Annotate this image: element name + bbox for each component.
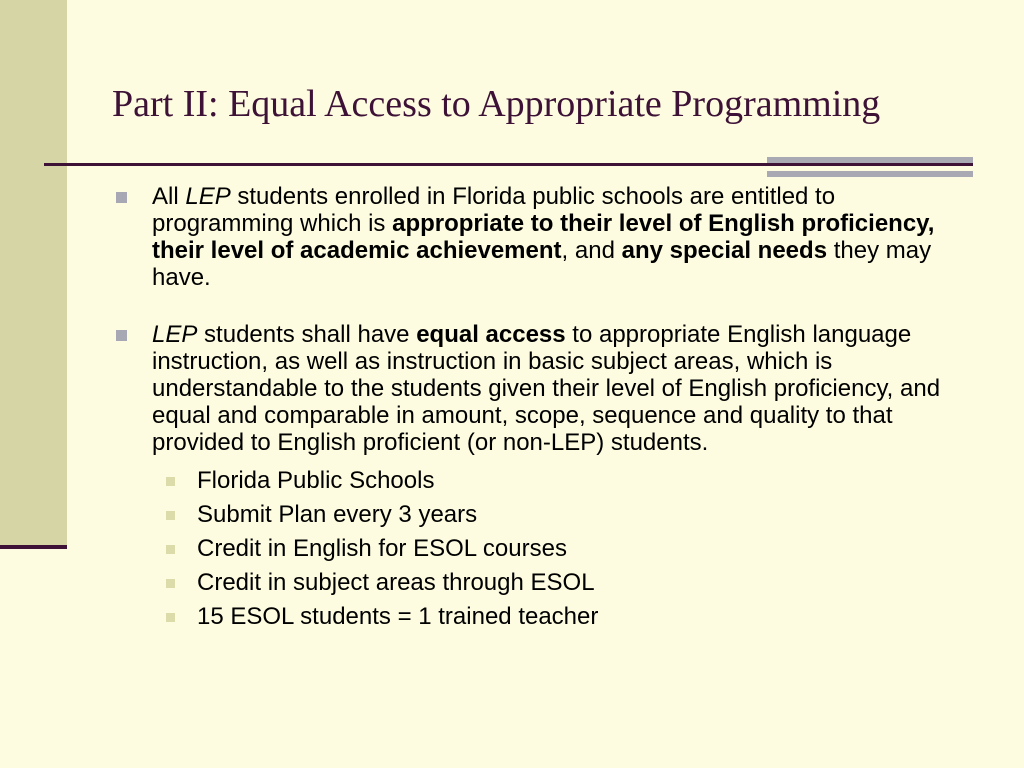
title-rule-gray-bottom <box>767 171 973 177</box>
lep-term: LEP <box>152 321 198 348</box>
sub-bullet-list <box>166 464 976 634</box>
square-bullet-icon <box>166 579 175 588</box>
square-bullet-icon <box>166 511 175 520</box>
square-bullet-icon <box>116 192 127 203</box>
title-rule <box>44 163 973 166</box>
left-accent-bar <box>0 545 67 549</box>
lep-term: LEP <box>185 183 231 210</box>
sub-bullet-item: 15 ESOL students = 1 trained teacher <box>166 600 976 634</box>
sub-bullet-item: Credit in subject areas through ESOL <box>166 566 976 600</box>
sub-bullet-item: Florida Public Schools <box>166 464 976 498</box>
bullet-item: All LEP students enrolled in Florida public schools are entitled to programming which is appropriate to their level of English proficiency, their level of academic achievement, and any special needs they may have. <box>116 183 976 291</box>
sub-bullet-item: Credit in English for ESOL courses <box>166 532 976 566</box>
bullet-item: LEP students shall have equal access to appropriate English language instruction, as well as instruction in basic subject areas, which is understandable to the students given their level of English proficiency, and equal and comparable in amount, scope, sequence and quality to that provided to English proficient (or non-LEP) students. <box>116 321 976 456</box>
emphasis: equal access <box>416 321 566 348</box>
square-bullet-icon <box>166 545 175 554</box>
emphasis: any special needs <box>621 237 828 264</box>
square-bullet-icon <box>166 613 175 622</box>
left-accent-band <box>0 0 67 548</box>
square-bullet-icon <box>116 330 127 341</box>
slide-title: Part II: Equal Access to Appropriate Programming <box>112 83 881 125</box>
square-bullet-icon <box>166 477 175 486</box>
emphasis: appropriate to their level of English proficiency, their level of academic achievement <box>152 210 935 264</box>
sub-bullet-item: Submit Plan every 3 years <box>166 498 976 532</box>
slide-body <box>116 183 976 634</box>
